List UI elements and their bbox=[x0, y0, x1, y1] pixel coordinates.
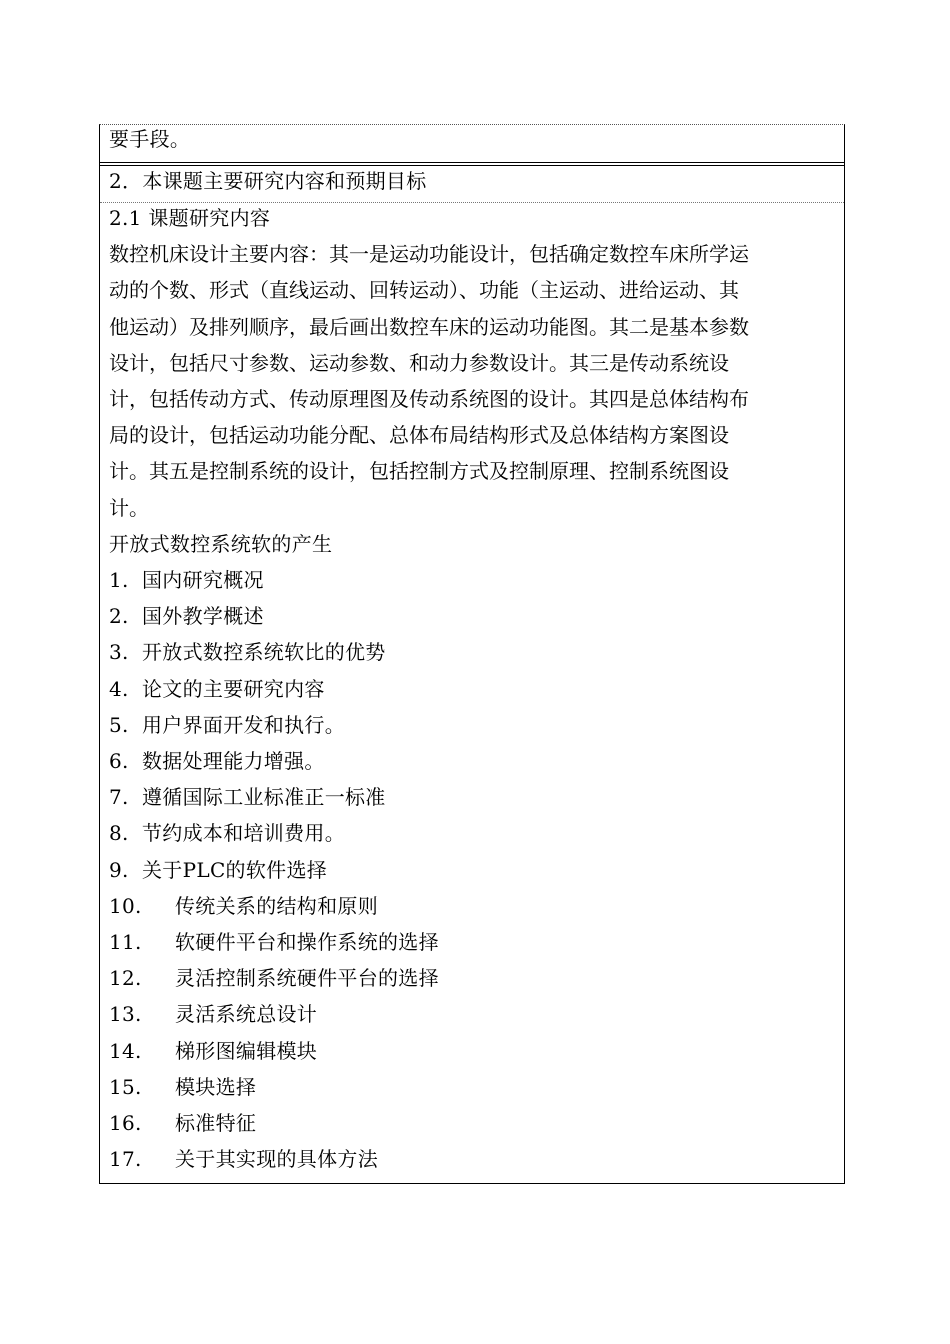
list-item bbox=[109, 858, 327, 882]
list-item-text: 论文的主要研究内容 bbox=[142, 676, 325, 701]
list-item bbox=[109, 1075, 256, 1099]
list-item bbox=[109, 1039, 317, 1063]
list-item bbox=[109, 604, 264, 628]
list-item-text: 遵循国际工业标准正一标准 bbox=[142, 785, 386, 810]
table-row-section-heading bbox=[100, 165, 844, 203]
list-item-number: 3. bbox=[109, 640, 129, 665]
sub-heading: 2.1 课题研究内容 bbox=[109, 206, 271, 230]
list-item-number: 4. bbox=[109, 676, 129, 701]
list-item-text: 国外教学概述 bbox=[142, 604, 264, 629]
list-item-text: 数据处理能力增强。 bbox=[142, 749, 325, 773]
list-item-text: 梯形图编辑模块 bbox=[175, 1038, 318, 1063]
paragraph-line: 计。 bbox=[109, 495, 149, 520]
list-item-text: 传统关系的结构和原则 bbox=[175, 893, 378, 918]
paragraph-line: 动的个数、形式（直线运动、回转运动）、功能（主运动、进给运动、其 bbox=[109, 278, 739, 303]
list-item-text: 关于PLC的软件选择 bbox=[142, 857, 328, 882]
list-item-number: 14. bbox=[109, 1038, 142, 1063]
document-table bbox=[99, 124, 845, 1184]
list-item bbox=[109, 785, 386, 809]
list-item-text: 标准特征 bbox=[175, 1111, 257, 1135]
list-item-text: 开放式数控系统软比的优势 bbox=[142, 640, 386, 665]
list-item-text: 灵活控制系统硬件平台的选择 bbox=[175, 966, 439, 991]
paragraph-line: 他运动）及排列顺序，最后画出数控车床的运动功能图。其二是基本参数 bbox=[109, 314, 749, 339]
list-item-text: 用户界面开发和执行。 bbox=[142, 712, 345, 737]
section-heading: 2．本课题主要研究内容和预期目标 bbox=[109, 169, 427, 193]
table-row-prev-tail bbox=[100, 125, 844, 163]
list-item bbox=[109, 568, 264, 592]
paragraph-line: 局的设计，包括运动功能分配、总体布局结构形式及总体结构方案图设 bbox=[109, 423, 729, 448]
list-item-number: 10. bbox=[109, 893, 142, 918]
list-item bbox=[109, 894, 378, 918]
list-item-number: 1. bbox=[109, 568, 129, 592]
list-item-number: 17. bbox=[109, 1147, 142, 1172]
list-item-text: 节约成本和培训费用。 bbox=[142, 821, 345, 846]
list-item-text: 国内研究概况 bbox=[142, 568, 264, 592]
list-item-number: 12. bbox=[109, 966, 142, 991]
list-item-number: 16. bbox=[109, 1111, 142, 1135]
paragraph-line: 设计，包括尺寸参数、运动参数、和动力参数设计。其三是传动系统设 bbox=[109, 350, 729, 375]
list-item-number: 7. bbox=[109, 785, 129, 810]
list-item-number: 13. bbox=[109, 1002, 142, 1027]
prev-section-tail: 要手段。 bbox=[109, 127, 191, 151]
list-item-text: 关于其实现的具体方法 bbox=[175, 1147, 378, 1172]
table-row-content bbox=[100, 203, 844, 1183]
list-item-number: 2. bbox=[109, 604, 129, 629]
list-item bbox=[109, 930, 439, 954]
list-heading: 开放式数控系统软的产生 bbox=[109, 531, 333, 556]
list-item bbox=[109, 749, 325, 773]
paragraph-line: 计，包括传动方式、传动原理图及传动系统图的设计。其四是总体结构布 bbox=[109, 387, 749, 411]
list-item-number: 5. bbox=[109, 712, 129, 737]
list-item-number: 8. bbox=[109, 821, 129, 846]
list-item-number: 15. bbox=[109, 1074, 142, 1099]
list-item bbox=[109, 1002, 317, 1026]
list-item bbox=[109, 713, 345, 737]
paragraph-line: 数控机床设计主要内容：其一是运动功能设计，包括确定数控车床所学运 bbox=[109, 242, 749, 267]
list-item bbox=[109, 677, 325, 701]
list-item-text: 模块选择 bbox=[175, 1074, 257, 1099]
list-item bbox=[109, 1111, 256, 1135]
list-item-text: 灵活系统总设计 bbox=[175, 1002, 318, 1027]
list-item bbox=[109, 821, 345, 845]
paragraph-line: 计。其五是控制系统的设计，包括控制方式及控制原理、控制系统图设 bbox=[109, 459, 729, 484]
list-item-number: 11. bbox=[109, 930, 142, 954]
list-item-text: 软硬件平台和操作系统的选择 bbox=[175, 930, 439, 954]
list-item-number: 9. bbox=[109, 857, 129, 882]
list-item-number: 6. bbox=[109, 749, 129, 773]
list-item bbox=[109, 966, 439, 990]
list-item bbox=[109, 640, 386, 664]
list-item bbox=[109, 1147, 378, 1171]
